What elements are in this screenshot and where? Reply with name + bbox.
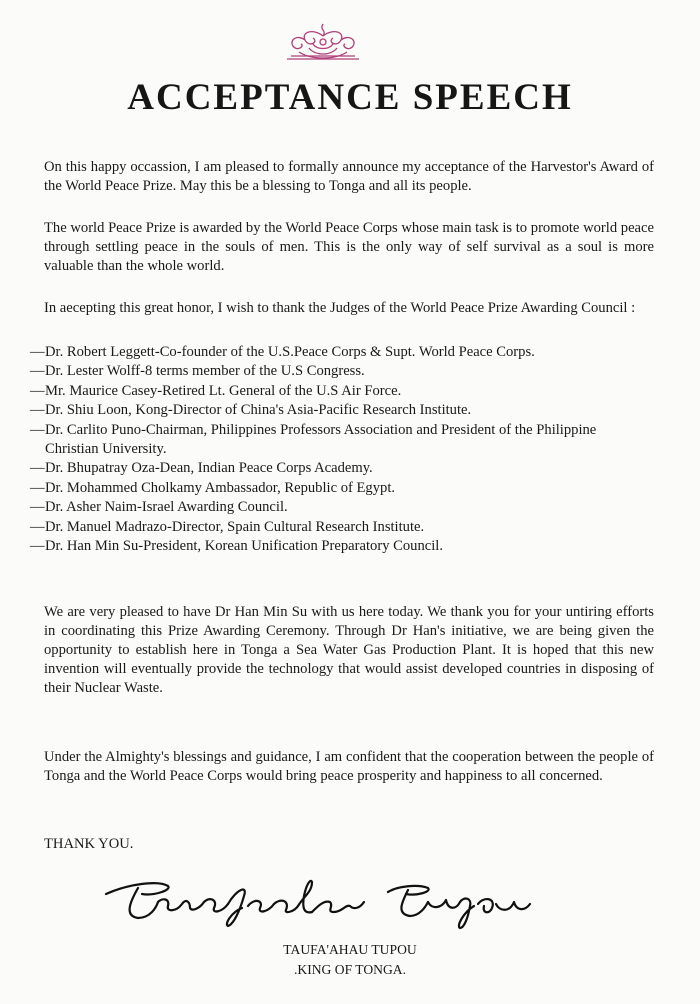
- list-dash: —: [30, 421, 45, 438]
- signer-name: TAUFA'AHAU TUPOU: [283, 942, 417, 957]
- judge-list-item: [30, 537, 660, 556]
- judge-list-item: [30, 518, 660, 537]
- judge-list-item: [30, 421, 660, 460]
- judge-text: Dr. Bhupatray Oza-Dean, Indian Peace Corps Academy.: [45, 460, 373, 477]
- judge-text: Dr. Carlito Puno-Chairman, Philippines Professors Association and President of the Philippine Christian University.: [45, 421, 597, 458]
- judge-text: Dr. Mohammed Cholkamy Ambassador, Republic of Egypt.: [45, 479, 396, 496]
- judge-text: Dr. Shiu Loon, Kong-Director of China's Asia-Pacific Research Institute.: [45, 402, 472, 419]
- list-dash: —: [30, 402, 45, 419]
- paragraph-text: The world Peace Prize is awarded by the World Peace Corps whose main task is to promote world peace through settling peace in the souls of men. This is the only way of self survival as a soul is more valuable than the whole world.: [44, 220, 654, 274]
- list-dash: —: [30, 479, 45, 496]
- judges-list: [30, 343, 660, 556]
- paragraph-text: We are very pleased to have Dr Han Min Su with us here today. We thank you for your untiring efforts in coordinating this Prize Awarding Ceremony. Through Dr Han's initiative, we are being given the opportunity to establish here in Tonga a Sea Water Gas Production Plant. It is hoped that this new invention will eventually provide the technology that would assist developed countries in disposing of their Nuclear Waste.: [44, 604, 654, 696]
- list-dash: —: [30, 460, 45, 477]
- judge-list-item: [30, 343, 660, 362]
- paragraph-text: Under the Almighty's blessings and guidance, I am confident that the cooperation between the people of Tonga and the World Peace Corps would bring peace prosperity and happiness to all concerned.: [44, 749, 654, 784]
- list-dash: —: [30, 518, 45, 535]
- signature-image: [98, 872, 578, 932]
- judge-text: Dr. Lester Wolff-8 terms member of the U.S Congress.: [45, 363, 365, 380]
- paragraph-han-min-su: [44, 603, 654, 698]
- judge-list-item: [30, 459, 660, 478]
- list-dash: —: [30, 344, 45, 360]
- signer-title: .KING OF TONGA.: [293, 962, 407, 977]
- judge-text: Mr. Maurice Casey-Retired Lt. General of the U.S Air Force.: [45, 382, 402, 399]
- list-dash: —: [30, 363, 45, 380]
- list-dash: —: [30, 499, 45, 516]
- paragraph-thanks-intro: [44, 299, 654, 318]
- decorative-flourish-icon: [283, 20, 363, 64]
- list-dash: —: [30, 382, 45, 399]
- judge-text: Dr. Asher Naim-Israel Awarding Council.: [45, 499, 288, 516]
- judge-list-item: [30, 498, 660, 517]
- paragraph-text: On this happy occassion, I am pleased to formally announce my acceptance of the Harvestor's Award of the World Peace Prize. May this be a blessing to Tonga and all its people.: [44, 159, 654, 194]
- paragraph-blessings: [44, 748, 654, 786]
- paragraph-announcement: [44, 158, 654, 196]
- closing-text: THANK YOU.: [44, 836, 134, 852]
- list-dash: —: [30, 538, 45, 555]
- judge-list-item: [30, 382, 660, 401]
- judge-text: Dr. Robert Leggett-Co-founder of the U.S.Peace Corps & Supt. World Peace Corps.: [45, 344, 535, 360]
- judge-list-item: [30, 401, 660, 420]
- page-title: ACCEPTANCE SPEECH: [127, 77, 573, 118]
- judge-text: Dr. Han Min Su-President, Korean Unification Preparatory Council.: [45, 538, 443, 555]
- judge-text: Dr. Manuel Madrazo-Director, Spain Cultural Research Institute.: [45, 518, 425, 535]
- judge-list-item: [30, 479, 660, 498]
- judge-list-item: [30, 362, 660, 381]
- paragraph-text: In aecepting this great honor, I wish to thank the Judges of the World Peace Prize Awarding Council :: [44, 300, 636, 316]
- paragraph-peace-prize: [44, 219, 654, 276]
